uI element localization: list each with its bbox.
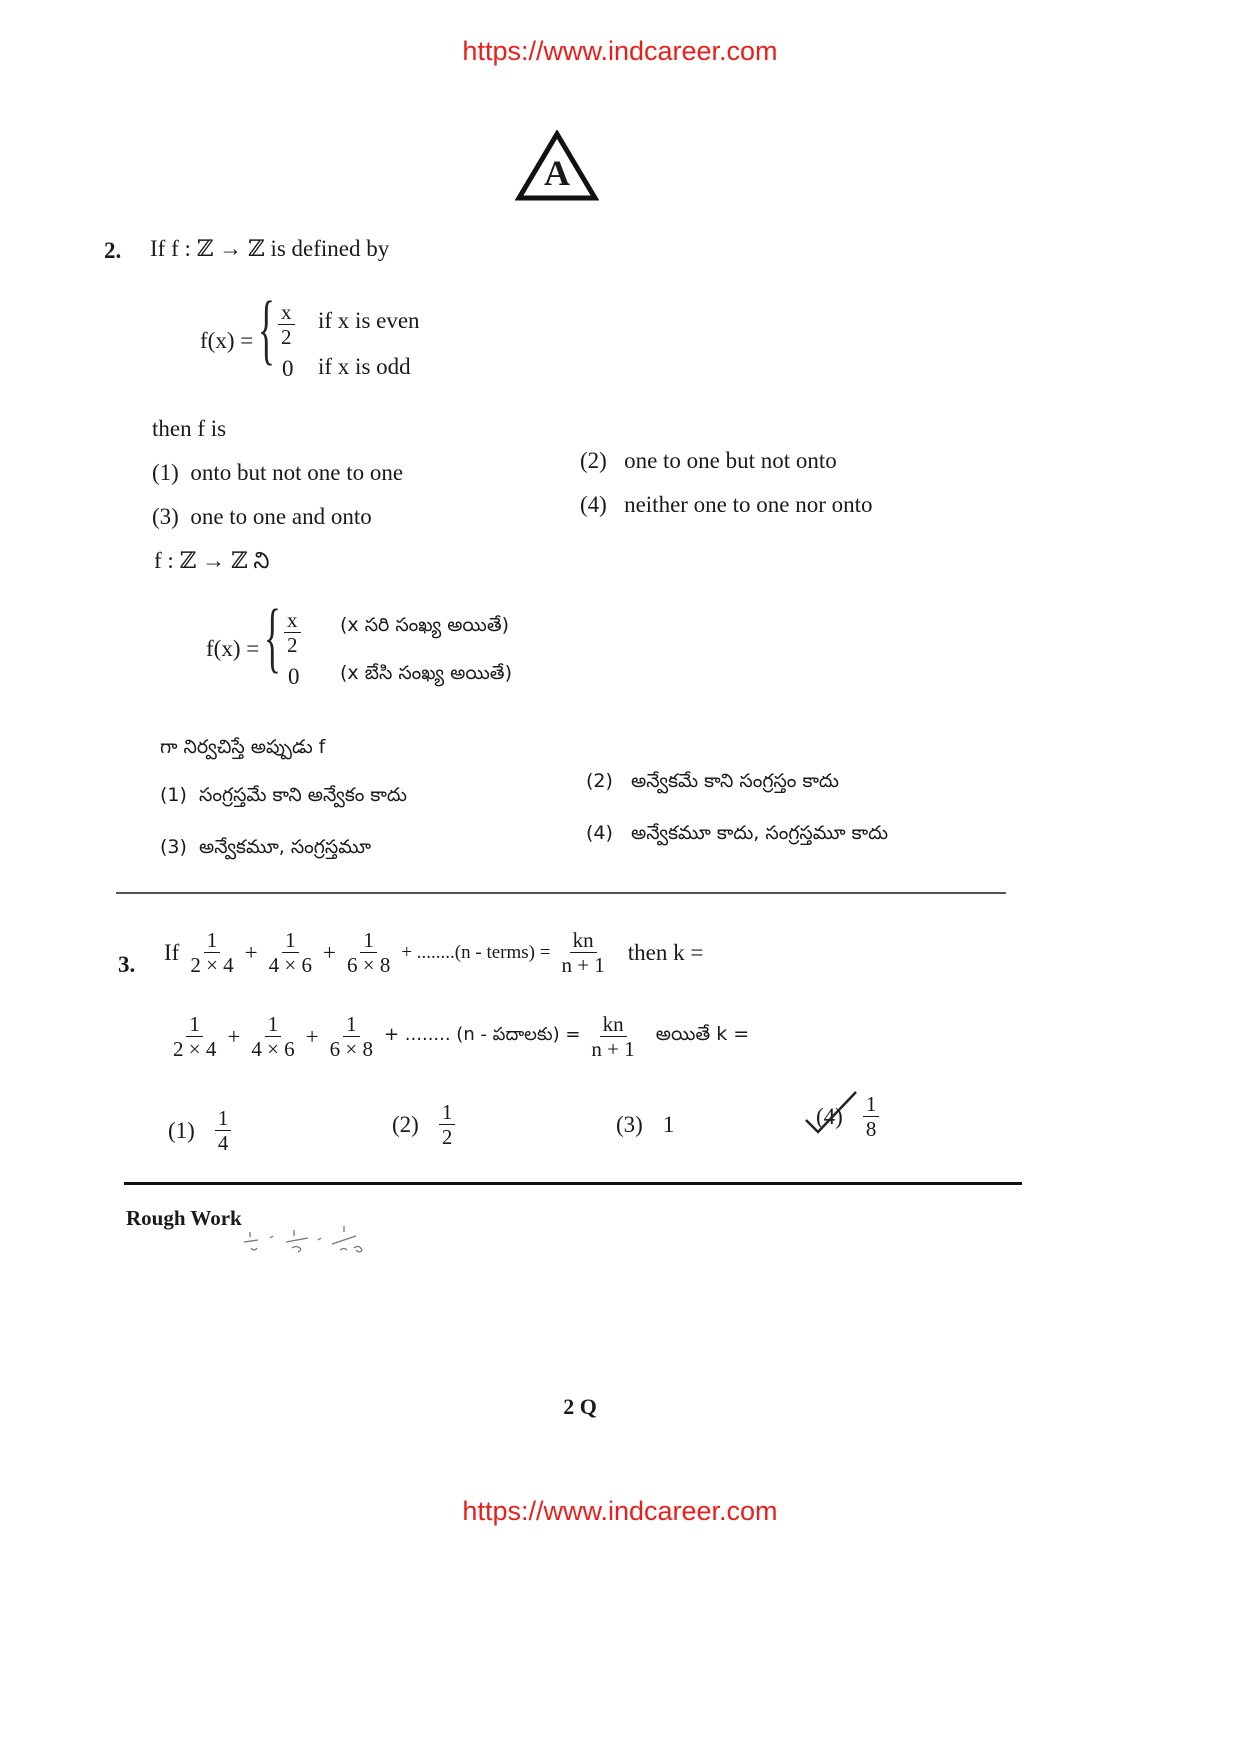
fraction: $\frac{1}{4 \times 6}$ (268, 928, 312, 978)
plus-sign: + (305, 1023, 319, 1049)
fraction: $\frac{1}{2 \times 4}$ (190, 928, 234, 978)
fraction: $\frac{kn}{n + 1}$ (591, 1012, 635, 1062)
q2-case2-val: 0 (282, 356, 294, 381)
left-brace: { (264, 593, 281, 680)
plus-sign: + (244, 939, 258, 965)
q2-case2-cond-te: (x బేసి సంఖ్య అయితే) (340, 662, 513, 684)
fraction-denominator: 2 (281, 325, 292, 350)
q2-fx-en: f(x) = (200, 328, 254, 353)
q3-equation-en (164, 928, 703, 977)
rough-work-divider (124, 1182, 1022, 1185)
fraction: $\frac{1}{6 \times 8}$ (346, 928, 391, 978)
question-divider (116, 892, 1006, 894)
q3-equation-te (168, 1012, 749, 1061)
q3-option-3[interactable]: (3) 1 (616, 1112, 675, 1137)
footer-url[interactable]: https://www.indcareer.com (462, 1496, 778, 1526)
page-code: 2 Q (563, 1394, 597, 1419)
q3-series-text-te: + ........ (n - పదాలకు) = (384, 1024, 581, 1046)
q2-option-1-en[interactable]: (1) onto but not one to one (152, 460, 404, 485)
q3-then-te: అయితే k = (655, 1023, 750, 1046)
q2-option-2-en[interactable]: (2) one to one but not onto (580, 448, 837, 473)
q2-fx-te: f(x) = (206, 636, 260, 661)
q2-option-2-te[interactable]: (2) అన్వేకమే కాని సంగ్రస్తం కాదు (586, 770, 839, 792)
fraction: $\frac{1}{6 \times 8}$ (329, 1012, 373, 1062)
q3-option-2[interactable]: (2) $\frac{1}{2}$ (392, 1100, 457, 1149)
plus-sign: + (227, 1023, 241, 1049)
q2-case1-fraction (278, 300, 295, 349)
q2-stem-te: f : ℤ → ℤ ని (154, 548, 270, 573)
q2-stem-en: If f : ℤ → ℤ is defined by (150, 236, 390, 261)
left-brace: { (258, 285, 275, 372)
answer-tick-mark-icon (802, 1086, 862, 1136)
fraction-denominator: 2 (287, 633, 298, 658)
rough-work-label: Rough Work (126, 1206, 242, 1230)
plus-sign: + (323, 939, 336, 965)
q3-option-1[interactable]: (1) $\frac{1}{4}$ (168, 1106, 233, 1155)
header-url[interactable]: https://www.indcareer.com (462, 36, 778, 66)
q2-case2-cond-en: if x is odd (318, 354, 411, 379)
q3-then-en: then k = (627, 939, 704, 965)
fraction: $\frac{kn}{n + 1}$ (561, 928, 605, 978)
q2-option-3-en[interactable]: (3) one to one and onto (152, 504, 372, 529)
q2-then-en: then f is (152, 416, 227, 441)
q3-if: If (164, 939, 180, 965)
q2-option-1-te[interactable]: (1) సంగ్రస్తమే కాని అన్వేకం కాదు (160, 784, 407, 806)
q2-option-4-te[interactable]: (4) అన్వేకమూ కాదు, సంగ్రస్తమూ కాదు (586, 822, 889, 844)
booklet-series: A (544, 153, 570, 193)
handwritten-scribble-icon (236, 1214, 386, 1264)
q3-number: 3. (118, 952, 136, 977)
fraction: $\frac{1}{2 \times 4}$ (173, 1012, 217, 1062)
q3-option-4[interactable]: (4) $\frac{1}{8}$ (816, 1092, 881, 1141)
fraction: $\frac{1}{4 \times 6}$ (251, 1012, 295, 1062)
q2-option-4-en[interactable]: (4) neither one to one nor onto (580, 492, 873, 517)
q2-case1-cond-en: if x is even (318, 308, 420, 333)
q2-case2-val-te: 0 (288, 664, 300, 689)
q2-case1-cond-te: (x సరి సంఖ్య అయితే) (340, 614, 510, 636)
q2-case1-fraction-te (284, 608, 301, 657)
fraction-numerator: x (284, 608, 301, 633)
fraction-numerator: x (278, 300, 295, 325)
q2-then-te: గా నిర్వచిస్తే అప్పుడు f (160, 736, 326, 758)
q2-number: 2. (104, 238, 122, 263)
q3-series-text: + ........(n - terms) = (401, 941, 551, 963)
q2-option-3-te[interactable]: (3) అన్వేకమూ, సంగ్రస్తమూ (160, 836, 372, 858)
